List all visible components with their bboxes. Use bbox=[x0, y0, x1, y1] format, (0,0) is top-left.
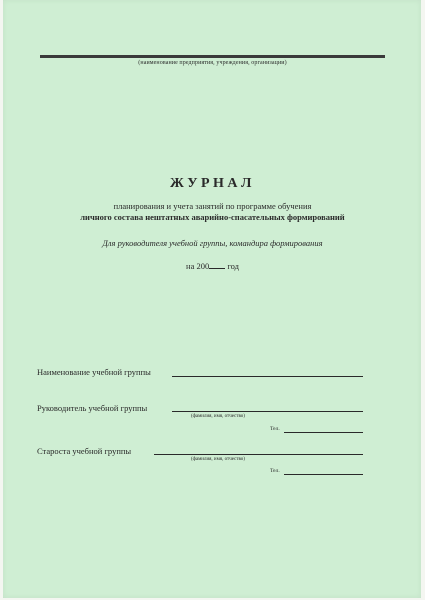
journal-subtitle-line2: личного состава нештатных аварийно-спасательных формирований bbox=[80, 212, 345, 222]
group-name-line[interactable] bbox=[172, 376, 363, 377]
organization-caption: (наименование предприятия, учреждения, организации) bbox=[138, 60, 287, 66]
leader-name-hint: (фамилия, имя, отчество) bbox=[191, 414, 245, 419]
year-blank bbox=[209, 260, 225, 269]
journal-subtitle-line1: планирования и учета занятий по программе обучения bbox=[113, 201, 312, 211]
header-rule bbox=[40, 55, 385, 58]
leader-name-line[interactable] bbox=[172, 411, 363, 412]
elder-label: Староста учебной группы bbox=[37, 446, 132, 456]
elder-name-line[interactable] bbox=[154, 454, 363, 455]
journal-cover-page bbox=[3, 0, 421, 598]
journal-year bbox=[0, 260, 425, 271]
group-name-label: Наименование учебной группы bbox=[37, 367, 151, 377]
elder-name-hint: (фамилия, имя, отчество) bbox=[191, 457, 245, 462]
year-prefix: на 200 bbox=[186, 261, 210, 271]
elder-tel-line[interactable] bbox=[284, 474, 363, 475]
year-suffix: год bbox=[227, 261, 239, 271]
leader-label: Руководитель учебной группы bbox=[37, 403, 148, 413]
journal-audience: Для руководителя учебной группы, командира формирования bbox=[102, 238, 323, 248]
leader-tel-line[interactable] bbox=[284, 432, 363, 433]
journal-title: ЖУРНАЛ bbox=[170, 176, 255, 191]
elder-tel-label: Тел. bbox=[270, 468, 280, 474]
leader-tel-label: Тел. bbox=[270, 426, 280, 432]
